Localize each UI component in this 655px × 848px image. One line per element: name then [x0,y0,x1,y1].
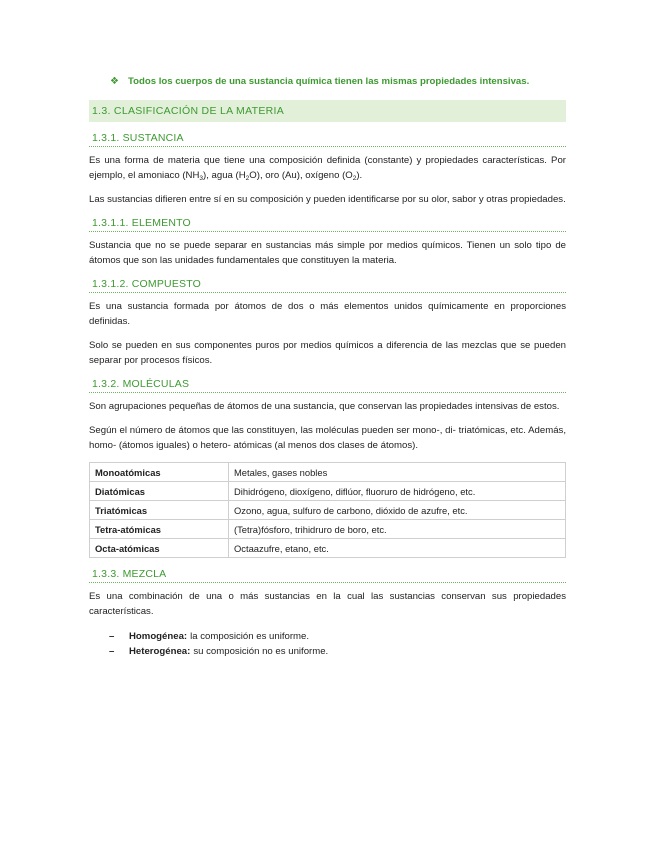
section-heading-compuesto: 1.3.1.2. COMPUESTO [89,278,566,293]
mezcla-paragraph: Es una combinación de una o más sustancias en la cual las sustancias conservan sus propiedades características. [89,591,566,617]
table-row [90,482,566,501]
table-row [90,520,566,539]
bullet-text: Todos los cuerpos de una sustancia química tienen las mismas propiedades intensivas. [127,75,530,87]
table-cell-type: Diatómicas [90,482,229,501]
elemento-paragraph: Sustancia que no se puede separar en sustancias más simple por medios químicos. Tienen un solo tipo de átomos que son las unidades fundamentales que constituyen la materia. [89,240,566,266]
table-cell-type: Triatómicas [90,501,229,520]
section-heading-sustancia: 1.3.1. SUSTANCIA [89,132,566,147]
table-cell-type: Tetra-atómicas [90,520,229,539]
table-cell-type: Monoatómicas [90,463,229,482]
table-cell-type: Octa-atómicas [90,539,229,558]
mezcla-types-list [109,629,566,659]
section-heading-mezcla: 1.3.3. MEZCLA [89,568,566,583]
list-item-desc: la composición es uniforme. [190,631,310,642]
dash-bullet: – [109,646,115,657]
table-row [90,539,566,558]
list-item [109,644,566,659]
moleculas-paragraph-2: Según el número de átomos que las constituyen, las moléculas pueden ser mono-, di- triatómicas, etc. Además, homo- (átomos iguales) o hetero- atómicas (al menos dos clases de átomos). [89,425,566,451]
section-heading-moleculas: 1.3.2. MOLÉCULAS [89,378,566,393]
intensive-properties-bullet [110,70,566,92]
table-cell-examples: Ozono, agua, sulfuro de carbono, dióxido de azufre, etc. [229,501,566,520]
moleculas-paragraph-1: Son agrupaciones pequeñas de átomos de una sustancia, que conservan las propiedades intensivas de estos. [89,401,560,412]
table-cell-examples: Metales, gases nobles [229,463,566,482]
sustancia-paragraph-1: Es una forma de materia que tiene una composición definida (constante) y propiedades características. Por ejemplo, el amoniaco $(NH_3)$, agua $(H_2O)$, oro (Au), oxígeno $(O_2)$. [89,155,566,182]
diamond-bullet-icon: ❖ [110,75,119,87]
list-item [109,629,566,644]
document-content [89,70,566,659]
section-heading-elemento: 1.3.1.1. ELEMENTO [89,217,566,232]
table-row [90,501,566,520]
molecule-types-table [89,462,566,558]
sustancia-paragraph-2: Las sustancias difieren entre sí en su composición y pueden identificarse por su olor, sabor y otras propiedades. [89,194,566,205]
table-cell-examples: Dihidrógeno, dioxígeno, diflúor, fluoruro de hidrógeno, etc. [229,482,566,501]
section-heading-clasificacion: 1.3. CLASIFICACIÓN DE LA MATERIA [89,100,566,122]
table-cell-examples: (Tetra)fósforo, trihidruro de boro, etc. [229,520,566,539]
dash-bullet: – [109,631,115,642]
list-item-term: Heterogénea: [129,646,191,657]
table-row [90,463,566,482]
list-item-term: Homogénea: [129,631,188,642]
list-item-desc: su composición no es uniforme. [193,646,329,657]
compuesto-paragraph-2: Solo se pueden en sus componentes puros por medios químicos a diferencia de las mezclas que se pueden separar por procesos físicos. [89,340,566,366]
compuesto-paragraph-1: Es una sustancia formada por átomos de dos o más elementos unidos químicamente en proporciones definidas. [89,301,566,327]
table-cell-examples: Octaazufre, etano, etc. [229,539,566,558]
